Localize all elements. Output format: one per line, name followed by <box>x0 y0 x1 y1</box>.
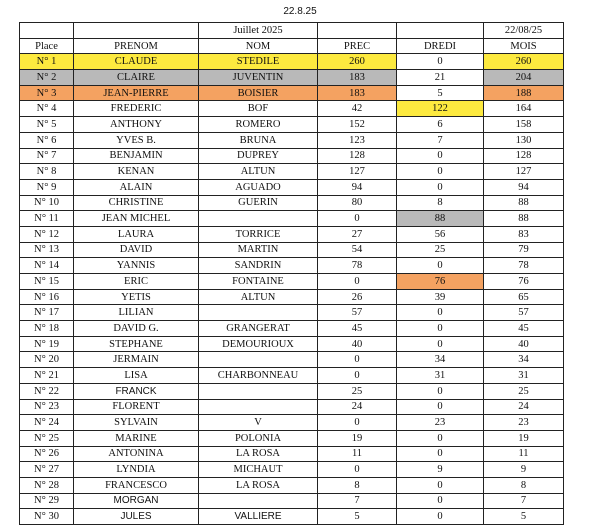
cell-dredi: 0 <box>397 430 484 446</box>
cell-nom: CHARBONNEAU <box>199 368 318 384</box>
cell-place: N° 1 <box>20 54 74 70</box>
cell-prenom: ANTONINA <box>74 446 199 462</box>
column-header-place: Place <box>20 38 74 54</box>
table-row <box>20 226 564 242</box>
cell-place: N° 5 <box>20 117 74 133</box>
table-row <box>20 352 564 368</box>
cell-prenom: STEPHANE <box>74 336 199 352</box>
cell-prec: 24 <box>318 399 397 415</box>
cell-mois: 130 <box>484 132 564 148</box>
table-row <box>20 195 564 211</box>
blank-cell <box>74 23 199 39</box>
cell-place: N° 14 <box>20 258 74 274</box>
cell-dredi: 88 <box>397 211 484 227</box>
cell-prec: 5 <box>318 509 397 525</box>
cell-nom: AGUADO <box>199 179 318 195</box>
cell-mois: 31 <box>484 368 564 384</box>
table-row <box>20 85 564 101</box>
cell-nom <box>199 493 318 509</box>
cell-prec: 45 <box>318 321 397 337</box>
table-row <box>20 101 564 117</box>
cell-prenom: ALAIN <box>74 179 199 195</box>
cell-dredi: 31 <box>397 368 484 384</box>
blank-cell <box>20 23 74 39</box>
cell-nom <box>199 211 318 227</box>
cell-prec: 0 <box>318 352 397 368</box>
cell-prec: 183 <box>318 85 397 101</box>
cell-prec: 78 <box>318 258 397 274</box>
cell-dredi: 0 <box>397 148 484 164</box>
cell-nom: BOF <box>199 101 318 117</box>
cell-nom: POLONIA <box>199 430 318 446</box>
cell-nom: GRANGERAT <box>199 321 318 337</box>
table-row <box>20 242 564 258</box>
cell-mois: 23 <box>484 415 564 431</box>
table-row <box>20 321 564 337</box>
table-row <box>20 430 564 446</box>
cell-dredi: 0 <box>397 54 484 70</box>
cell-mois: 128 <box>484 148 564 164</box>
cell-place: N° 3 <box>20 85 74 101</box>
cell-place: N° 29 <box>20 493 74 509</box>
cell-prenom: YANNIS <box>74 258 199 274</box>
cell-dredi: 9 <box>397 462 484 478</box>
cell-dredi: 122 <box>397 101 484 117</box>
cell-prec: 40 <box>318 336 397 352</box>
cell-mois: 79 <box>484 242 564 258</box>
cell-dredi: 21 <box>397 70 484 86</box>
cell-mois: 260 <box>484 54 564 70</box>
column-header-row <box>20 38 564 54</box>
cell-place: N° 12 <box>20 226 74 242</box>
cell-prec: 7 <box>318 493 397 509</box>
column-header-nom: NOM <box>199 38 318 54</box>
table-row <box>20 368 564 384</box>
cell-prenom: ANTHONY <box>74 117 199 133</box>
cell-prec: 94 <box>318 179 397 195</box>
cell-nom: VALLIERE <box>199 509 318 525</box>
table-row <box>20 493 564 509</box>
cell-prenom: JERMAIN <box>74 352 199 368</box>
cell-dredi: 0 <box>397 446 484 462</box>
cell-place: N° 15 <box>20 274 74 290</box>
cell-nom: MICHAUT <box>199 462 318 478</box>
cell-prenom: FREDERIC <box>74 101 199 117</box>
cell-mois: 25 <box>484 383 564 399</box>
cell-mois: 204 <box>484 70 564 86</box>
table-row <box>20 446 564 462</box>
cell-dredi: 23 <box>397 415 484 431</box>
cell-prec: 0 <box>318 368 397 384</box>
cell-dredi: 0 <box>397 258 484 274</box>
cell-nom: JUVENTIN <box>199 70 318 86</box>
cell-prec: 42 <box>318 101 397 117</box>
cell-mois: 88 <box>484 211 564 227</box>
cell-prenom: DAVID G. <box>74 321 199 337</box>
table-row <box>20 148 564 164</box>
table-row <box>20 117 564 133</box>
cell-nom: SANDRIN <box>199 258 318 274</box>
cell-mois: 9 <box>484 462 564 478</box>
column-header-dredi: DREDI <box>397 38 484 54</box>
table-row <box>20 132 564 148</box>
cell-prec: 0 <box>318 211 397 227</box>
cell-prenom: LILIAN <box>74 305 199 321</box>
cell-place: N° 13 <box>20 242 74 258</box>
cell-prec: 19 <box>318 430 397 446</box>
cell-place: N° 30 <box>20 509 74 525</box>
table-row <box>20 70 564 86</box>
cell-dredi: 0 <box>397 321 484 337</box>
cell-dredi: 5 <box>397 85 484 101</box>
cell-prenom: DAVID <box>74 242 199 258</box>
cell-mois: 164 <box>484 101 564 117</box>
cell-nom: LA ROSA <box>199 446 318 462</box>
table-row <box>20 415 564 431</box>
cell-nom <box>199 352 318 368</box>
cell-place: N° 9 <box>20 179 74 195</box>
cell-place: N° 26 <box>20 446 74 462</box>
cell-place: N° 22 <box>20 383 74 399</box>
cell-nom <box>199 305 318 321</box>
column-header-prec: PREC <box>318 38 397 54</box>
table-row <box>20 399 564 415</box>
cell-prenom: JULES <box>74 509 199 525</box>
date-header: 22/08/25 <box>484 23 564 39</box>
cell-prenom: CLAUDE <box>74 54 199 70</box>
cell-nom: ROMERO <box>199 117 318 133</box>
cell-prenom: JEAN-PIERRE <box>74 85 199 101</box>
cell-prenom: FLORENT <box>74 399 199 415</box>
cell-dredi: 0 <box>397 493 484 509</box>
cell-prec: 152 <box>318 117 397 133</box>
cell-place: N° 17 <box>20 305 74 321</box>
cell-mois: 19 <box>484 430 564 446</box>
cell-prenom: FRANCESCO <box>74 477 199 493</box>
cell-place: N° 23 <box>20 399 74 415</box>
cell-place: N° 2 <box>20 70 74 86</box>
ranking-table <box>19 22 564 525</box>
cell-prec: 27 <box>318 226 397 242</box>
cell-mois: 7 <box>484 493 564 509</box>
cell-nom: ALTUN <box>199 164 318 180</box>
cell-nom: V <box>199 415 318 431</box>
cell-prec: 54 <box>318 242 397 258</box>
cell-dredi: 0 <box>397 179 484 195</box>
cell-prenom: LAURA <box>74 226 199 242</box>
cell-dredi: 6 <box>397 117 484 133</box>
table-row <box>20 509 564 525</box>
table-row <box>20 289 564 305</box>
cell-nom: ALTUN <box>199 289 318 305</box>
table-row <box>20 54 564 70</box>
cell-dredi: 76 <box>397 274 484 290</box>
cell-mois: 5 <box>484 509 564 525</box>
cell-place: N° 24 <box>20 415 74 431</box>
cell-prec: 26 <box>318 289 397 305</box>
table-row <box>20 179 564 195</box>
cell-nom: BRUNA <box>199 132 318 148</box>
cell-place: N° 11 <box>20 211 74 227</box>
cell-nom: DUPREY <box>199 148 318 164</box>
cell-nom: GUERIN <box>199 195 318 211</box>
cell-prec: 0 <box>318 415 397 431</box>
cell-dredi: 39 <box>397 289 484 305</box>
cell-mois: 127 <box>484 164 564 180</box>
cell-nom: STEDILE <box>199 54 318 70</box>
cell-mois: 76 <box>484 274 564 290</box>
period-header-row <box>20 23 564 39</box>
cell-place: N° 27 <box>20 462 74 478</box>
cell-prenom: LYNDIA <box>74 462 199 478</box>
period-header: Juillet 2025 <box>199 23 318 39</box>
cell-prec: 127 <box>318 164 397 180</box>
cell-prenom: CLAIRE <box>74 70 199 86</box>
blank-cell <box>397 23 484 39</box>
cell-place: N° 10 <box>20 195 74 211</box>
cell-prec: 183 <box>318 70 397 86</box>
cell-prenom: LISA <box>74 368 199 384</box>
cell-mois: 57 <box>484 305 564 321</box>
column-header-prenom: PRENOM <box>74 38 199 54</box>
cell-mois: 65 <box>484 289 564 305</box>
cell-dredi: 0 <box>397 164 484 180</box>
cell-dredi: 34 <box>397 352 484 368</box>
cell-prenom: YVES B. <box>74 132 199 148</box>
cell-prec: 260 <box>318 54 397 70</box>
cell-prec: 123 <box>318 132 397 148</box>
cell-place: N° 28 <box>20 477 74 493</box>
cell-dredi: 0 <box>397 509 484 525</box>
cell-dredi: 0 <box>397 336 484 352</box>
cell-place: N° 6 <box>20 132 74 148</box>
cell-prec: 57 <box>318 305 397 321</box>
cell-dredi: 7 <box>397 132 484 148</box>
cell-dredi: 0 <box>397 477 484 493</box>
cell-nom: DEMOURIOUX <box>199 336 318 352</box>
table-row <box>20 164 564 180</box>
table-row <box>20 305 564 321</box>
cell-prenom: KENAN <box>74 164 199 180</box>
cell-place: N° 21 <box>20 368 74 384</box>
table-row <box>20 383 564 399</box>
cell-mois: 88 <box>484 195 564 211</box>
cell-mois: 158 <box>484 117 564 133</box>
cell-place: N° 25 <box>20 430 74 446</box>
cell-nom: LA ROSA <box>199 477 318 493</box>
cell-nom: BOISIER <box>199 85 318 101</box>
cell-prec: 0 <box>318 274 397 290</box>
table-body <box>20 54 564 525</box>
cell-mois: 45 <box>484 321 564 337</box>
cell-place: N° 4 <box>20 101 74 117</box>
table-row <box>20 336 564 352</box>
cell-prec: 8 <box>318 477 397 493</box>
cell-prec: 80 <box>318 195 397 211</box>
cell-prenom: ERIC <box>74 274 199 290</box>
cell-nom: TORRICE <box>199 226 318 242</box>
cell-prec: 25 <box>318 383 397 399</box>
table-row <box>20 274 564 290</box>
cell-nom: MARTIN <box>199 242 318 258</box>
cell-prenom: JEAN MICHEL <box>74 211 199 227</box>
cell-nom <box>199 383 318 399</box>
cell-mois: 94 <box>484 179 564 195</box>
cell-prenom: MARINE <box>74 430 199 446</box>
table-row <box>20 211 564 227</box>
cell-dredi: 25 <box>397 242 484 258</box>
cell-place: N° 20 <box>20 352 74 368</box>
cell-mois: 83 <box>484 226 564 242</box>
cell-mois: 78 <box>484 258 564 274</box>
blank-cell <box>318 23 397 39</box>
cell-prenom: YETIS <box>74 289 199 305</box>
cell-place: N° 19 <box>20 336 74 352</box>
cell-mois: 40 <box>484 336 564 352</box>
table-row <box>20 477 564 493</box>
cell-place: N° 16 <box>20 289 74 305</box>
cell-prec: 11 <box>318 446 397 462</box>
cell-dredi: 8 <box>397 195 484 211</box>
cell-prenom: BENJAMIN <box>74 148 199 164</box>
cell-place: N° 18 <box>20 321 74 337</box>
table-row <box>20 258 564 274</box>
cell-dredi: 56 <box>397 226 484 242</box>
cell-mois: 11 <box>484 446 564 462</box>
cell-dredi: 0 <box>397 383 484 399</box>
table-row <box>20 462 564 478</box>
cell-mois: 8 <box>484 477 564 493</box>
cell-prenom: SYLVAIN <box>74 415 199 431</box>
column-header-mois: MOIS <box>484 38 564 54</box>
cell-prenom: MORGAN <box>74 493 199 509</box>
cell-place: N° 8 <box>20 164 74 180</box>
cell-mois: 188 <box>484 85 564 101</box>
cell-prec: 0 <box>318 462 397 478</box>
cell-dredi: 0 <box>397 305 484 321</box>
cell-nom: FONTAINE <box>199 274 318 290</box>
report-date: 22.8.25 <box>283 6 317 17</box>
cell-prec: 128 <box>318 148 397 164</box>
cell-place: N° 7 <box>20 148 74 164</box>
cell-nom <box>199 399 318 415</box>
cell-dredi: 0 <box>397 399 484 415</box>
cell-prenom: CHRISTINE <box>74 195 199 211</box>
cell-mois: 34 <box>484 352 564 368</box>
cell-prenom: FRANCK <box>74 383 199 399</box>
cell-mois: 24 <box>484 399 564 415</box>
